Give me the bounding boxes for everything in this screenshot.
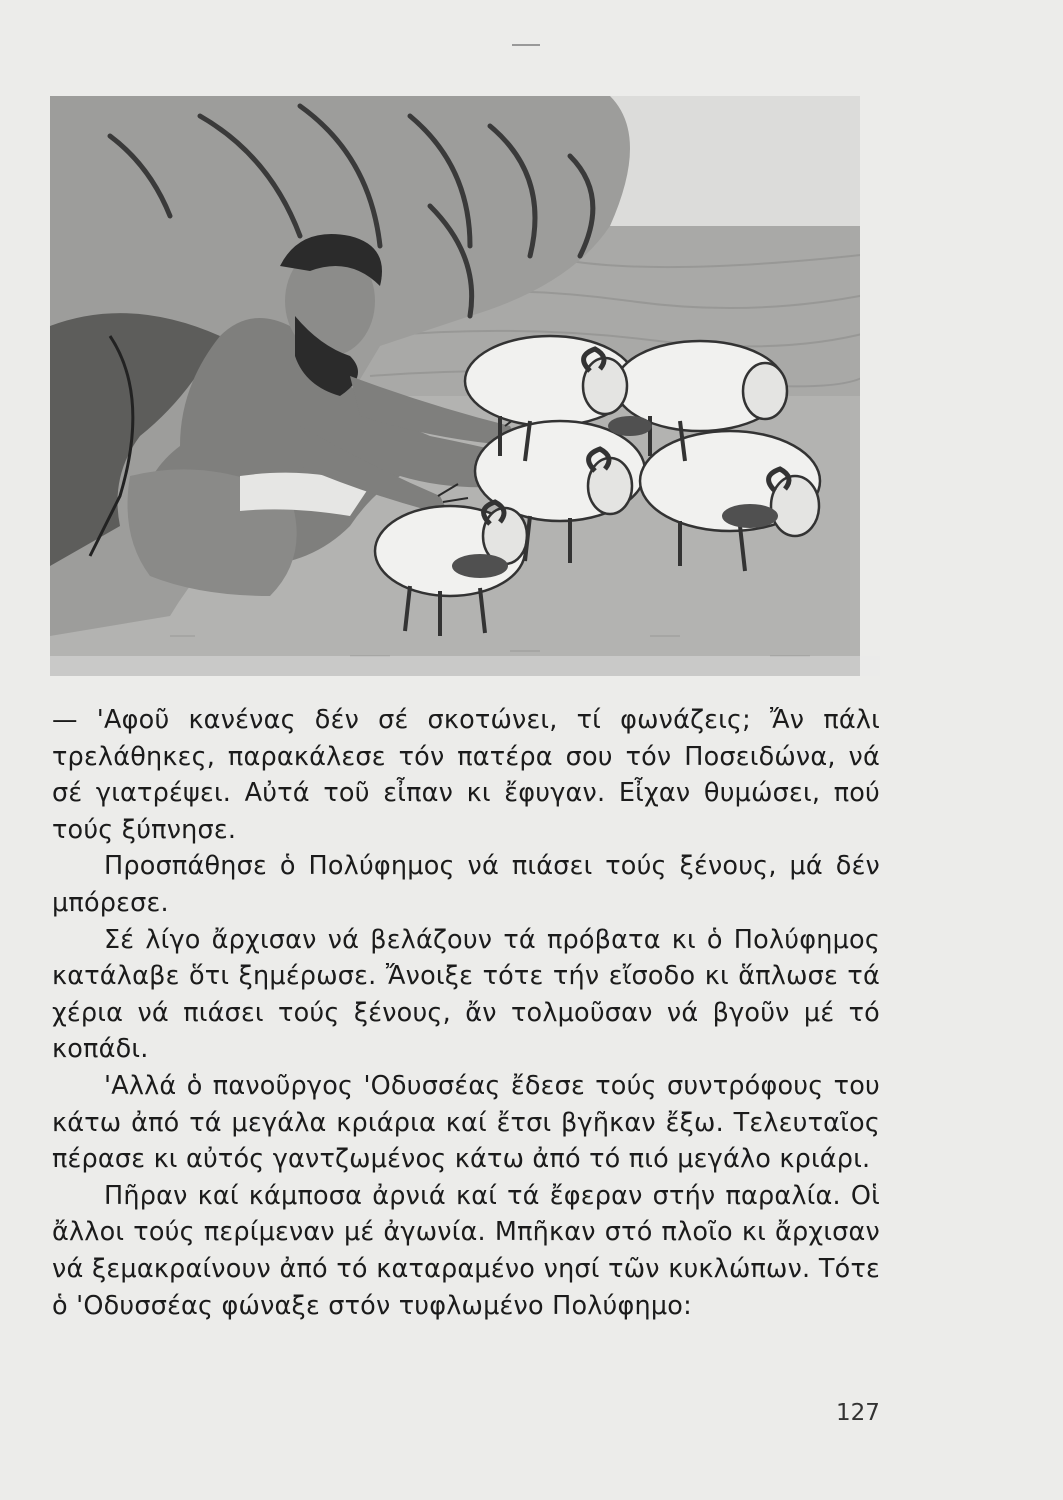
paragraph-4: 'Αλλά ὁ πανοῦργος 'Οδυσσέας ἔδεσε τούς συντρόφους του κάτω ἀπό τά μεγάλα κριάρια καί ἔτσι βγῆκαν ἔξω. Τελευταῖος πέρασε κι αὐτός γαντζωμένος κάτω ἀπό τό πιό μεγάλο κριάρι. <box>52 1070 880 1175</box>
paragraph-3: Σέ λίγο ἄρχισαν νά βελάζουν τά πρόβατα κι ὁ Πολύφημος κατάλαβε ὅτι ξημέρωσε. Ἄνοιξε τότε τήν εἴσοδο κι ἅπλωσε τά χέρια νά πιάσει τούς ξένους, ἄν τολμοῦσαν νά βγοῦν μέ τό κοπάδι. <box>52 924 880 1065</box>
polyphemus-sheep-illustration <box>50 96 880 676</box>
page-number: 127 <box>836 1400 880 1426</box>
paragraph-2: Προσπάθησε ὁ Πολύφημος νά πιάσει τούς ξένους, μά δέν μπόρεσε. <box>52 851 880 918</box>
scan-mark <box>512 44 540 46</box>
paragraph-1: — 'Αφοῦ κανένας δέν σέ σκοτώνει, τί φωνάζεις; Ἄν πάλι τρελάθηκες, παρακάλεσε τόν πατέρα σου τόν Ποσειδώνα, νά σέ γιατρέψει. Αὐτά τοῦ εἶπαν κι ἔφυγαν. Εἶχαν θυμώσει, πού τούς ξύπνησε. <box>52 705 880 845</box>
paragraph-5: Πῆραν καί κάμποσα ἀρνιά καί τά ἔφεραν στήν παραλία. Οἱ ἄλλοι τούς περίμεναν μέ ἀγωνία. Μπῆκαν στό πλοῖο κι ἄρχισαν νά ξεμακραίνουν ἀπό τό καταραμένο νησί τῶν κυκλώπων. Τότε ὁ 'Οδυσσέας φώναξε στόν τυφλωμένο Πολύφημο: <box>52 1180 880 1321</box>
body-text <box>52 702 880 1324</box>
